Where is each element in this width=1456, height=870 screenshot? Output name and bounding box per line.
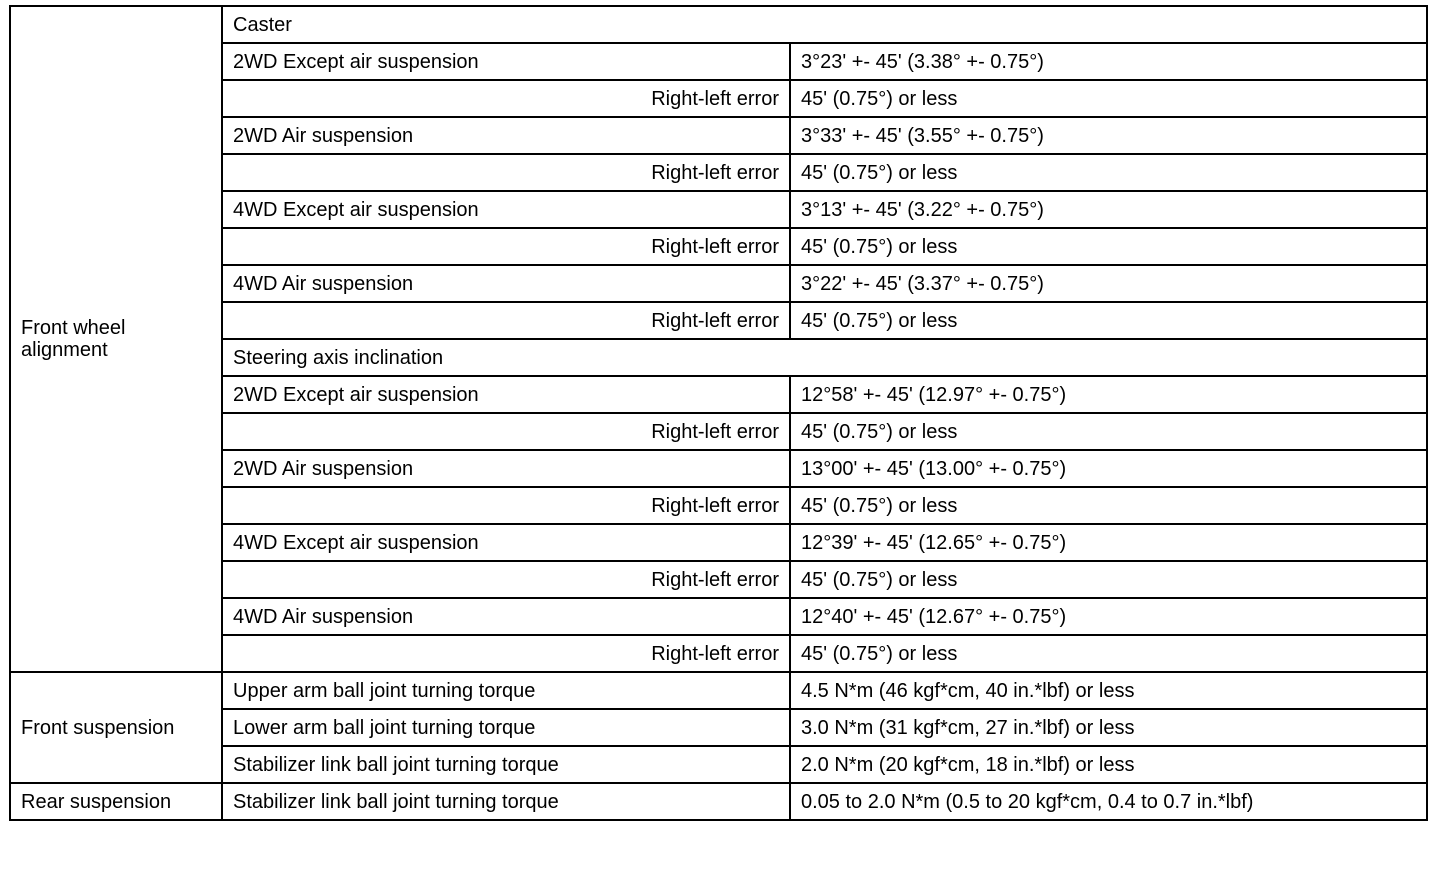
item-cell: 2WD Except air suspension: [222, 376, 790, 413]
table-row: [10, 635, 1427, 672]
value-cell: 45' (0.75°) or less: [790, 635, 1427, 672]
table-row: [10, 413, 1427, 450]
item-cell: 2WD Air suspension: [222, 450, 790, 487]
item-cell: 4WD Air suspension: [222, 265, 790, 302]
item-cell: 2WD Except air suspension: [222, 43, 790, 80]
group-label-front-suspension: Front suspension: [10, 672, 222, 783]
table-row: [10, 672, 1427, 709]
item-cell: 2WD Air suspension: [222, 117, 790, 154]
value-cell: 2.0 N*m (20 kgf*cm, 18 in.*lbf) or less: [790, 746, 1427, 783]
group-label-rear-suspension: Rear suspension: [10, 783, 222, 820]
value-cell: 3°23' +- 45' (3.38° +- 0.75°): [790, 43, 1427, 80]
value-cell: 12°39' +- 45' (12.65° +- 0.75°): [790, 524, 1427, 561]
table-row: [10, 524, 1427, 561]
value-cell: 0.05 to 2.0 N*m (0.5 to 20 kgf*cm, 0.4 to 0.7 in.*lbf): [790, 783, 1427, 820]
section-heading-caster: Caster: [222, 6, 1427, 43]
table-row: [10, 117, 1427, 154]
table-row: [10, 43, 1427, 80]
group-label-front-wheel-alignment: Front wheel alignment: [10, 6, 222, 672]
table-row: [10, 339, 1427, 376]
value-cell: 45' (0.75°) or less: [790, 80, 1427, 117]
table-row: [10, 302, 1427, 339]
table-row: [10, 228, 1427, 265]
item-cell: 4WD Except air suspension: [222, 524, 790, 561]
value-cell: 12°40' +- 45' (12.67° +- 0.75°): [790, 598, 1427, 635]
table-row: [10, 6, 1427, 43]
value-cell: 4.5 N*m (46 kgf*cm, 40 in.*lbf) or less: [790, 672, 1427, 709]
item-cell: Upper arm ball joint turning torque: [222, 672, 790, 709]
value-cell: 3°13' +- 45' (3.22° +- 0.75°): [790, 191, 1427, 228]
table-row: [10, 783, 1427, 820]
table-row: [10, 561, 1427, 598]
table-row: [10, 154, 1427, 191]
value-cell: 12°58' +- 45' (12.97° +- 0.75°): [790, 376, 1427, 413]
table-row: [10, 191, 1427, 228]
table-row: [10, 450, 1427, 487]
table-row: [10, 746, 1427, 783]
item-cell: Right-left error: [222, 80, 790, 117]
item-cell: Right-left error: [222, 413, 790, 450]
value-cell: 45' (0.75°) or less: [790, 487, 1427, 524]
value-cell: 45' (0.75°) or less: [790, 154, 1427, 191]
item-cell: Right-left error: [222, 154, 790, 191]
item-cell: Right-left error: [222, 561, 790, 598]
value-cell: 3.0 N*m (31 kgf*cm, 27 in.*lbf) or less: [790, 709, 1427, 746]
value-cell: 45' (0.75°) or less: [790, 302, 1427, 339]
item-cell: Stabilizer link ball joint turning torque: [222, 746, 790, 783]
value-cell: 13°00' +- 45' (13.00° +- 0.75°): [790, 450, 1427, 487]
value-cell: 45' (0.75°) or less: [790, 413, 1427, 450]
table-row: [10, 376, 1427, 413]
item-cell: Right-left error: [222, 228, 790, 265]
value-cell: 45' (0.75°) or less: [790, 228, 1427, 265]
specification-table: [9, 5, 1428, 821]
table-row: [10, 598, 1427, 635]
item-cell: Right-left error: [222, 635, 790, 672]
value-cell: 3°22' +- 45' (3.37° +- 0.75°): [790, 265, 1427, 302]
value-cell: 3°33' +- 45' (3.55° +- 0.75°): [790, 117, 1427, 154]
item-cell: 4WD Air suspension: [222, 598, 790, 635]
item-cell: Lower arm ball joint turning torque: [222, 709, 790, 746]
section-heading-steering-axis: Steering axis inclination: [222, 339, 1427, 376]
value-cell: 45' (0.75°) or less: [790, 561, 1427, 598]
item-cell: Right-left error: [222, 302, 790, 339]
table-row: [10, 80, 1427, 117]
item-cell: Right-left error: [222, 487, 790, 524]
item-cell: 4WD Except air suspension: [222, 191, 790, 228]
item-cell: Stabilizer link ball joint turning torque: [222, 783, 790, 820]
table-row: [10, 265, 1427, 302]
table-row: [10, 709, 1427, 746]
table-row: [10, 487, 1427, 524]
